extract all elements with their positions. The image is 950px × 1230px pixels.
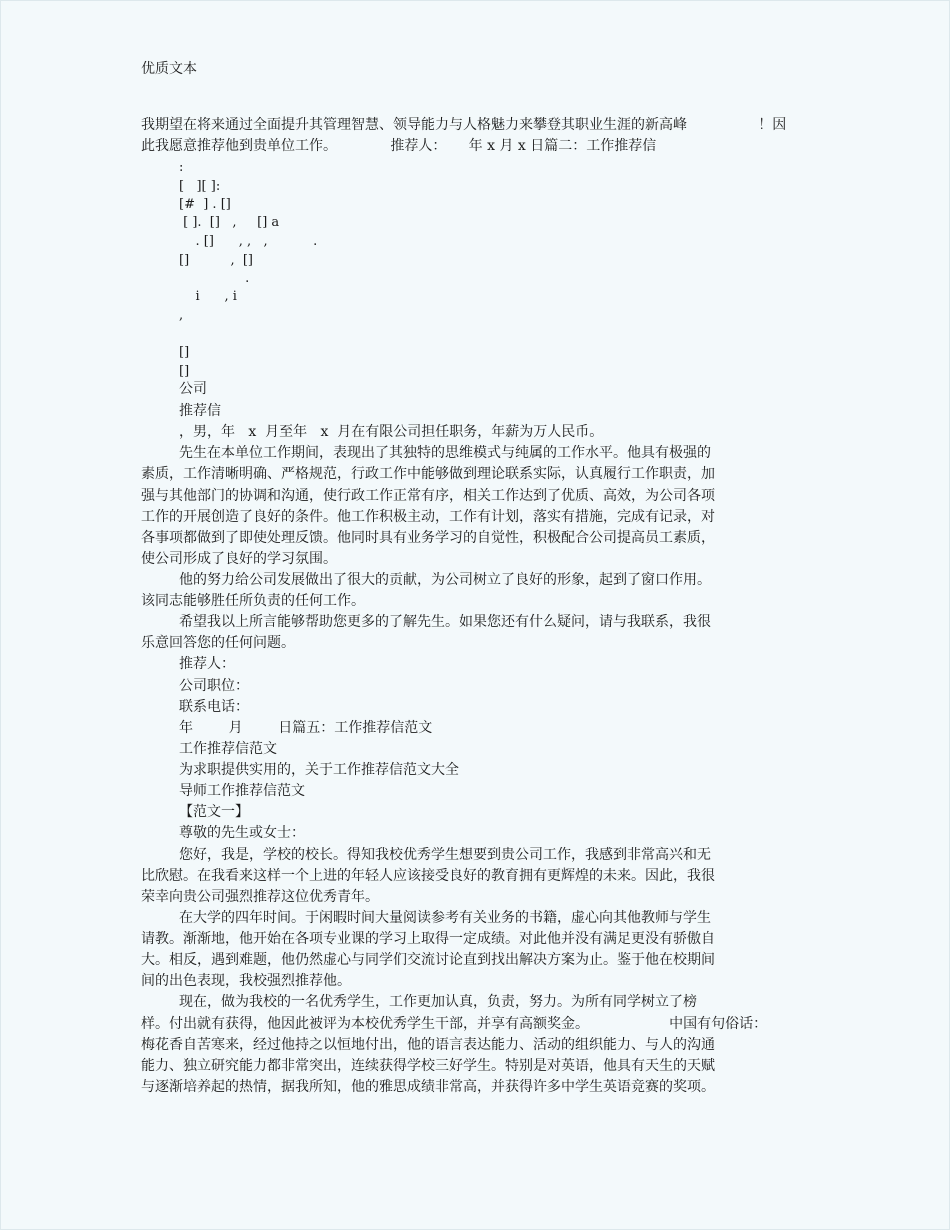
page-header: 优质文本 (141, 61, 197, 77)
text-line: 大。相反，遇到难题，他仍然虚心与同学们交流讨论直到找出解决方案为止。鉴于他在校期间 (141, 952, 715, 968)
text-line: 样。付出就有获得，他因此被评为本校优秀学生干部，并享有高额奖金。 中国有句俗话： (141, 1016, 768, 1032)
text-line: 能力、独立研究能力都非常突出，连续获得学校三好学生。特别是对英语，他具有天生的天赋 (141, 1058, 715, 1074)
text-line: 间的出色表现，我校强烈推荐他。 (141, 973, 351, 989)
text-line: 乐意回答您的任何问题。 (141, 635, 295, 651)
text-line: 工作推荐信范文 (179, 741, 277, 757)
text-line: 梅花香自苦寒来，经过他持之以恒地付出，他的语言表达能力、活动的组织能力、与人的沟通 (141, 1037, 715, 1053)
text-line: 他的努力给公司发展做出了很大的贡献，为公司树立了良好的形象，起到了窗口作用。 (179, 572, 711, 588)
text-line: 联系电话： (179, 699, 249, 715)
text-line: 使公司形成了良好的学习氛围。 (141, 551, 337, 567)
text-line: 我期望在将来通过全面提升其管理智慧、领导能力与人格魅力来攀登其职业生涯的新高峰 ！因 (141, 117, 787, 133)
text-line: 比欣慰。在我看来这样一个上进的年轻人应该接受良好的教育拥有更辉煌的未来。因此，我很 (141, 868, 715, 884)
text-line: 希望我以上所言能够帮助您更多的了解先生。如果您还有什么疑问，请与我联系，我很 (179, 614, 711, 630)
text-line: 导师工作推荐信范文 (179, 783, 305, 799)
text-line: 为求职提供实用的，关于工作推荐信范文大全 (179, 762, 459, 778)
garbled-line: . [] , , , . (179, 234, 318, 249)
text-line: 与逐渐培养起的热情，据我所知，他的雅思成绩非常高，并获得许多中学生英语竞赛的奖项。 (141, 1079, 715, 1095)
text-line: 在大学的四年时间。于闲暇时间大量阅读参考有关业务的书籍，虚心向其他教师与学生 (179, 910, 711, 926)
text-line: 公司 (179, 381, 207, 397)
text-line: 工作的开展创造了良好的条件。他工作积极主动，工作有计划，落实有措施，完成有记录，对 (141, 509, 715, 525)
text-line: 【范文一】 (179, 804, 249, 820)
text-line: 现在，做为我校的一名优秀学生，工作更加认真，负责，努力。为所有同学树立了榜 (179, 994, 697, 1010)
text-line: 素质，工作清晰明确、严格规范，行政工作中能够做到理论联系实际，认真履行工作职责，加 (141, 466, 715, 482)
garbled-line: . (179, 271, 250, 286)
text-line: 荣幸向贵公司强烈推荐这位优秀青年。 (141, 889, 379, 905)
text-line: 年 月 日篇五：工作推荐信范文 (179, 720, 433, 736)
text-line: 公司职位： (179, 678, 249, 694)
garbled-line: : (179, 160, 184, 175)
text-line: 推荐信 (179, 403, 221, 419)
text-line: 推荐人： (179, 656, 235, 672)
garbled-line: , (179, 308, 184, 323)
text-line: ，男，年 x 月至年 x 月在有限公司担任职务，年薪为万人民币。 (179, 424, 604, 440)
garbled-line: [# ] . [] (179, 197, 231, 212)
garbled-line: [ ]. [] , [] a (179, 215, 280, 230)
garbled-line: [] (179, 345, 190, 360)
garbled-line: [ ][ ]: (179, 179, 221, 194)
garbled-line: [] , [] (179, 253, 254, 268)
text-line: 尊敬的先生或女士： (179, 825, 305, 841)
garbled-line: [] (179, 364, 190, 379)
text-line: 此我愿意推荐他到贵单位工作。 推荐人： 年 x 月 x 日篇二：工作推荐信 (141, 138, 657, 154)
text-line: 该同志能够胜任所负责的任何工作。 (141, 593, 365, 609)
text-line: 各事项都做到了即使处理反馈。他同时具有业务学习的自觉性，积极配合公司提高员工素质， (141, 530, 715, 546)
text-line: 您好，我是，学校的校长。得知我校优秀学生想要到贵公司工作，我感到非常高兴和无 (179, 847, 711, 863)
text-line: 强与其他部门的协调和沟通，使行政工作正常有序，相关工作达到了优质、高效，为公司各项 (141, 488, 715, 504)
text-line: 请教。渐渐地，他开始在各项专业课的学习上取得一定成绩。对此他并没有满足更没有骄傲自 (141, 931, 715, 947)
garbled-line: i , i (179, 289, 237, 304)
text-line: 先生在本单位工作期间，表现出了其独特的思维模式与纯属的工作水平。他具有极强的 (179, 445, 711, 461)
